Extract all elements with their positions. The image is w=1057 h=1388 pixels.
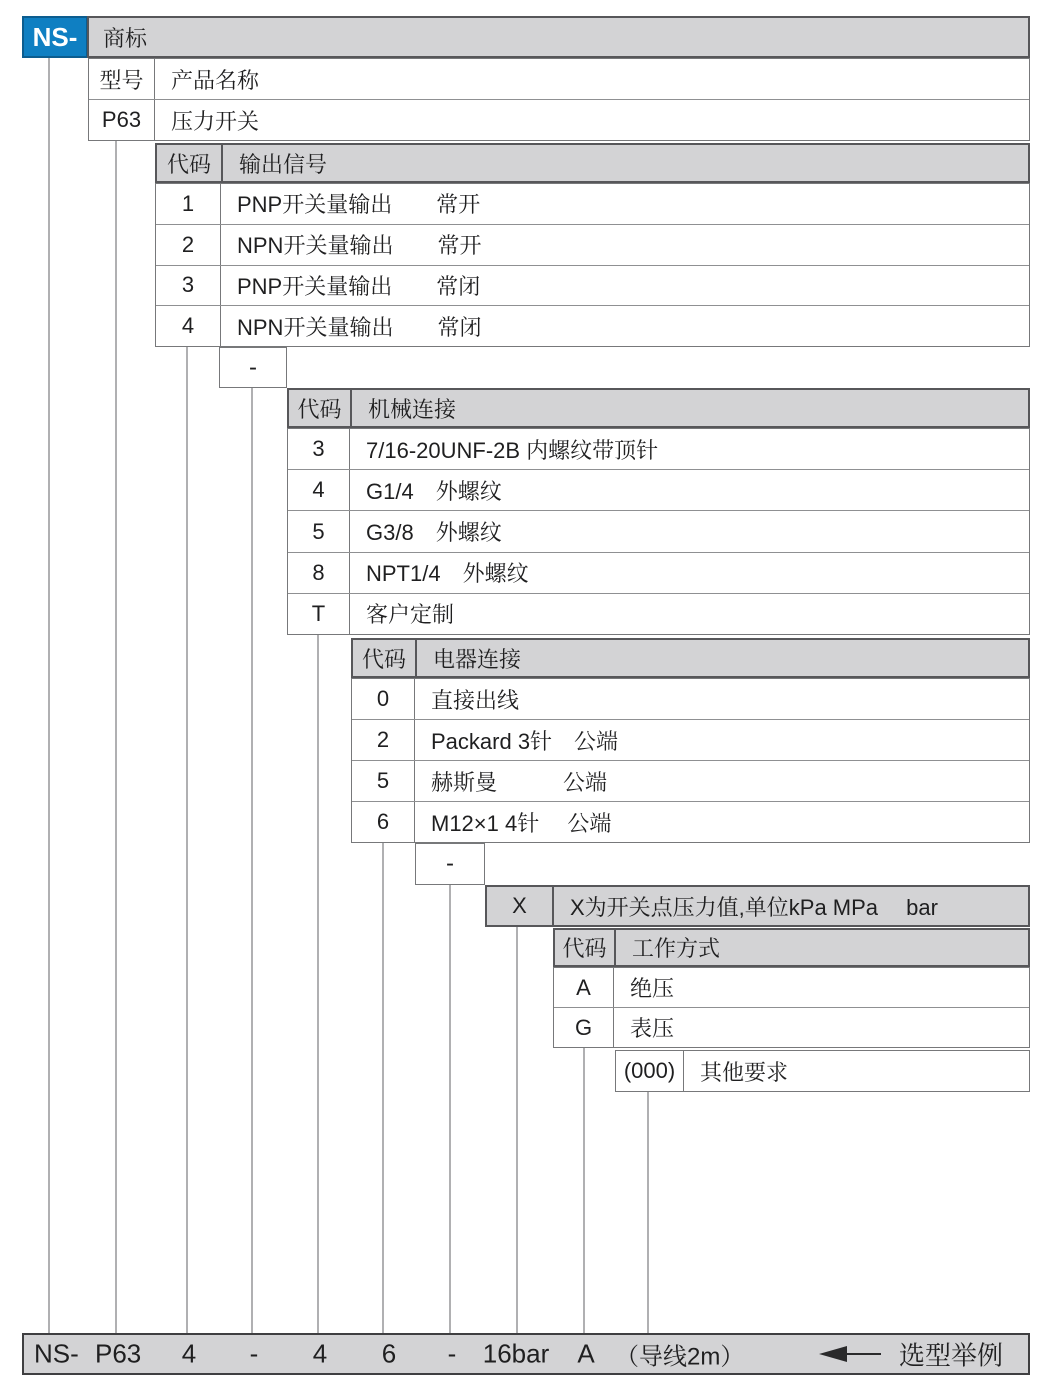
other-requirements-row <box>615 1050 1030 1092</box>
example-mech: 4 <box>312 1338 328 1369</box>
option-code: 4 <box>288 470 350 510</box>
connector-line-sep1 <box>251 388 253 1334</box>
example-sep1: - <box>249 1338 259 1369</box>
model-header-row <box>89 59 1029 100</box>
output-signal-header <box>155 143 1030 183</box>
pressure-row <box>485 885 1030 927</box>
example-pressure: 16bar <box>482 1338 550 1369</box>
example-output: 4 <box>181 1338 197 1369</box>
option-label: M12×1 4针 公端 <box>431 810 612 836</box>
example-note: （导线2m） <box>615 1343 745 1371</box>
working-mode-code-header: 代码 <box>555 930 616 965</box>
table-row <box>288 429 1029 470</box>
connector-line-electrical <box>382 843 384 1334</box>
pressure-label: X为开关点压力值,单位kPa MPa bar <box>570 894 938 920</box>
model-table <box>88 58 1030 141</box>
option-label: 直接出线 <box>431 687 520 713</box>
option-code: 3 <box>288 429 350 469</box>
table-row <box>554 968 1029 1008</box>
other-code: (000) <box>616 1051 684 1091</box>
connector-line-sep2 <box>449 885 451 1334</box>
example-brand: NS- <box>34 1338 79 1369</box>
option-code: 3 <box>156 266 221 306</box>
table-row <box>156 306 1029 346</box>
option-label: G3/8 外螺纹 <box>366 520 502 545</box>
option-label: NPN开关量输出 常开 <box>237 233 482 259</box>
product-name-header: 产品名称 <box>171 67 260 93</box>
mechanical-header <box>287 388 1030 428</box>
option-label: 表压 <box>630 1016 675 1041</box>
model-col-header: 型号 <box>89 59 155 99</box>
option-code: 2 <box>156 225 221 265</box>
connector-line-mechanical <box>317 635 319 1334</box>
mechanical-table <box>287 428 1030 635</box>
trademark-header <box>87 16 1030 58</box>
option-code: T <box>288 594 350 634</box>
option-code: 5 <box>288 511 350 551</box>
electrical-header <box>351 638 1030 678</box>
connector-line-other <box>647 1092 649 1334</box>
connector-line-brand <box>48 58 50 1334</box>
mechanical-code-header: 代码 <box>289 390 352 426</box>
option-code: 1 <box>156 184 221 224</box>
option-label: Packard 3针 公端 <box>431 728 619 754</box>
option-code: 5 <box>352 761 415 801</box>
electrical-code-header: 代码 <box>353 640 417 676</box>
option-label: 客户定制 <box>366 602 455 628</box>
option-code: 2 <box>352 720 415 760</box>
option-code: 6 <box>352 802 415 842</box>
option-code: 4 <box>156 306 221 346</box>
output-title: 输出信号 <box>239 151 328 177</box>
electrical-title: 电器连接 <box>433 646 522 672</box>
other-label: 其他要求 <box>700 1059 789 1085</box>
option-label: NPT1/4 外螺纹 <box>366 561 529 587</box>
option-label: 赫斯曼 公端 <box>431 769 608 795</box>
example-caption: 选型举例 <box>899 1340 1004 1371</box>
working-mode-title: 工作方式 <box>632 936 721 961</box>
table-row <box>352 761 1029 802</box>
separator-cell-2 <box>415 843 485 885</box>
table-row <box>352 802 1029 842</box>
option-code: 0 <box>352 679 415 719</box>
table-row <box>156 184 1029 225</box>
option-code: 8 <box>288 553 350 593</box>
connector-line-model <box>115 141 117 1334</box>
working-mode-table <box>553 967 1030 1048</box>
connector-line-mode <box>583 1048 585 1334</box>
table-row <box>288 511 1029 552</box>
output-signal-table <box>155 183 1030 347</box>
table-row <box>554 1008 1029 1047</box>
separator-cell-1 <box>219 347 287 388</box>
separator-2: - <box>446 850 454 877</box>
pressure-code: X <box>487 887 554 925</box>
option-code: G <box>554 1008 614 1047</box>
model-code: P63 <box>89 100 155 140</box>
option-label: 7/16-20UNF-2B 内螺纹带顶针 <box>366 437 659 463</box>
table-row <box>156 266 1029 307</box>
option-label: PNP开关量输出 常闭 <box>237 273 481 299</box>
connector-line-pressure <box>516 927 518 1334</box>
table-row <box>352 720 1029 761</box>
example-elec: 6 <box>381 1338 397 1369</box>
option-label: G1/4 外螺纹 <box>366 478 502 504</box>
example-sep2: - <box>447 1338 457 1369</box>
option-code: A <box>554 968 614 1007</box>
table-row <box>352 679 1029 720</box>
table-row <box>288 470 1029 511</box>
output-code-header: 代码 <box>157 145 223 181</box>
brand-code-box <box>22 16 88 58</box>
option-label: NPN开关量输出 常闭 <box>237 314 482 340</box>
separator-1: - <box>249 353 257 381</box>
brand-code: NS- <box>32 21 78 52</box>
option-label: PNP开关量输出 常开 <box>237 192 481 218</box>
model-value-row <box>89 100 1029 140</box>
example-mode: A <box>577 1338 595 1369</box>
example-model: P63 <box>95 1338 142 1369</box>
table-row <box>156 225 1029 266</box>
left-arrow-icon <box>819 1335 881 1373</box>
table-row <box>288 594 1029 634</box>
example-bar <box>22 1333 1030 1375</box>
table-row <box>288 553 1029 594</box>
mechanical-title: 机械连接 <box>368 396 457 422</box>
electrical-table <box>351 678 1030 843</box>
connector-line-output <box>186 347 188 1334</box>
working-mode-header <box>553 928 1030 967</box>
product-name: 压力开关 <box>171 108 260 134</box>
option-label: 绝压 <box>630 976 675 1001</box>
trademark-label: 商标 <box>103 25 148 51</box>
table-row <box>616 1051 1029 1091</box>
